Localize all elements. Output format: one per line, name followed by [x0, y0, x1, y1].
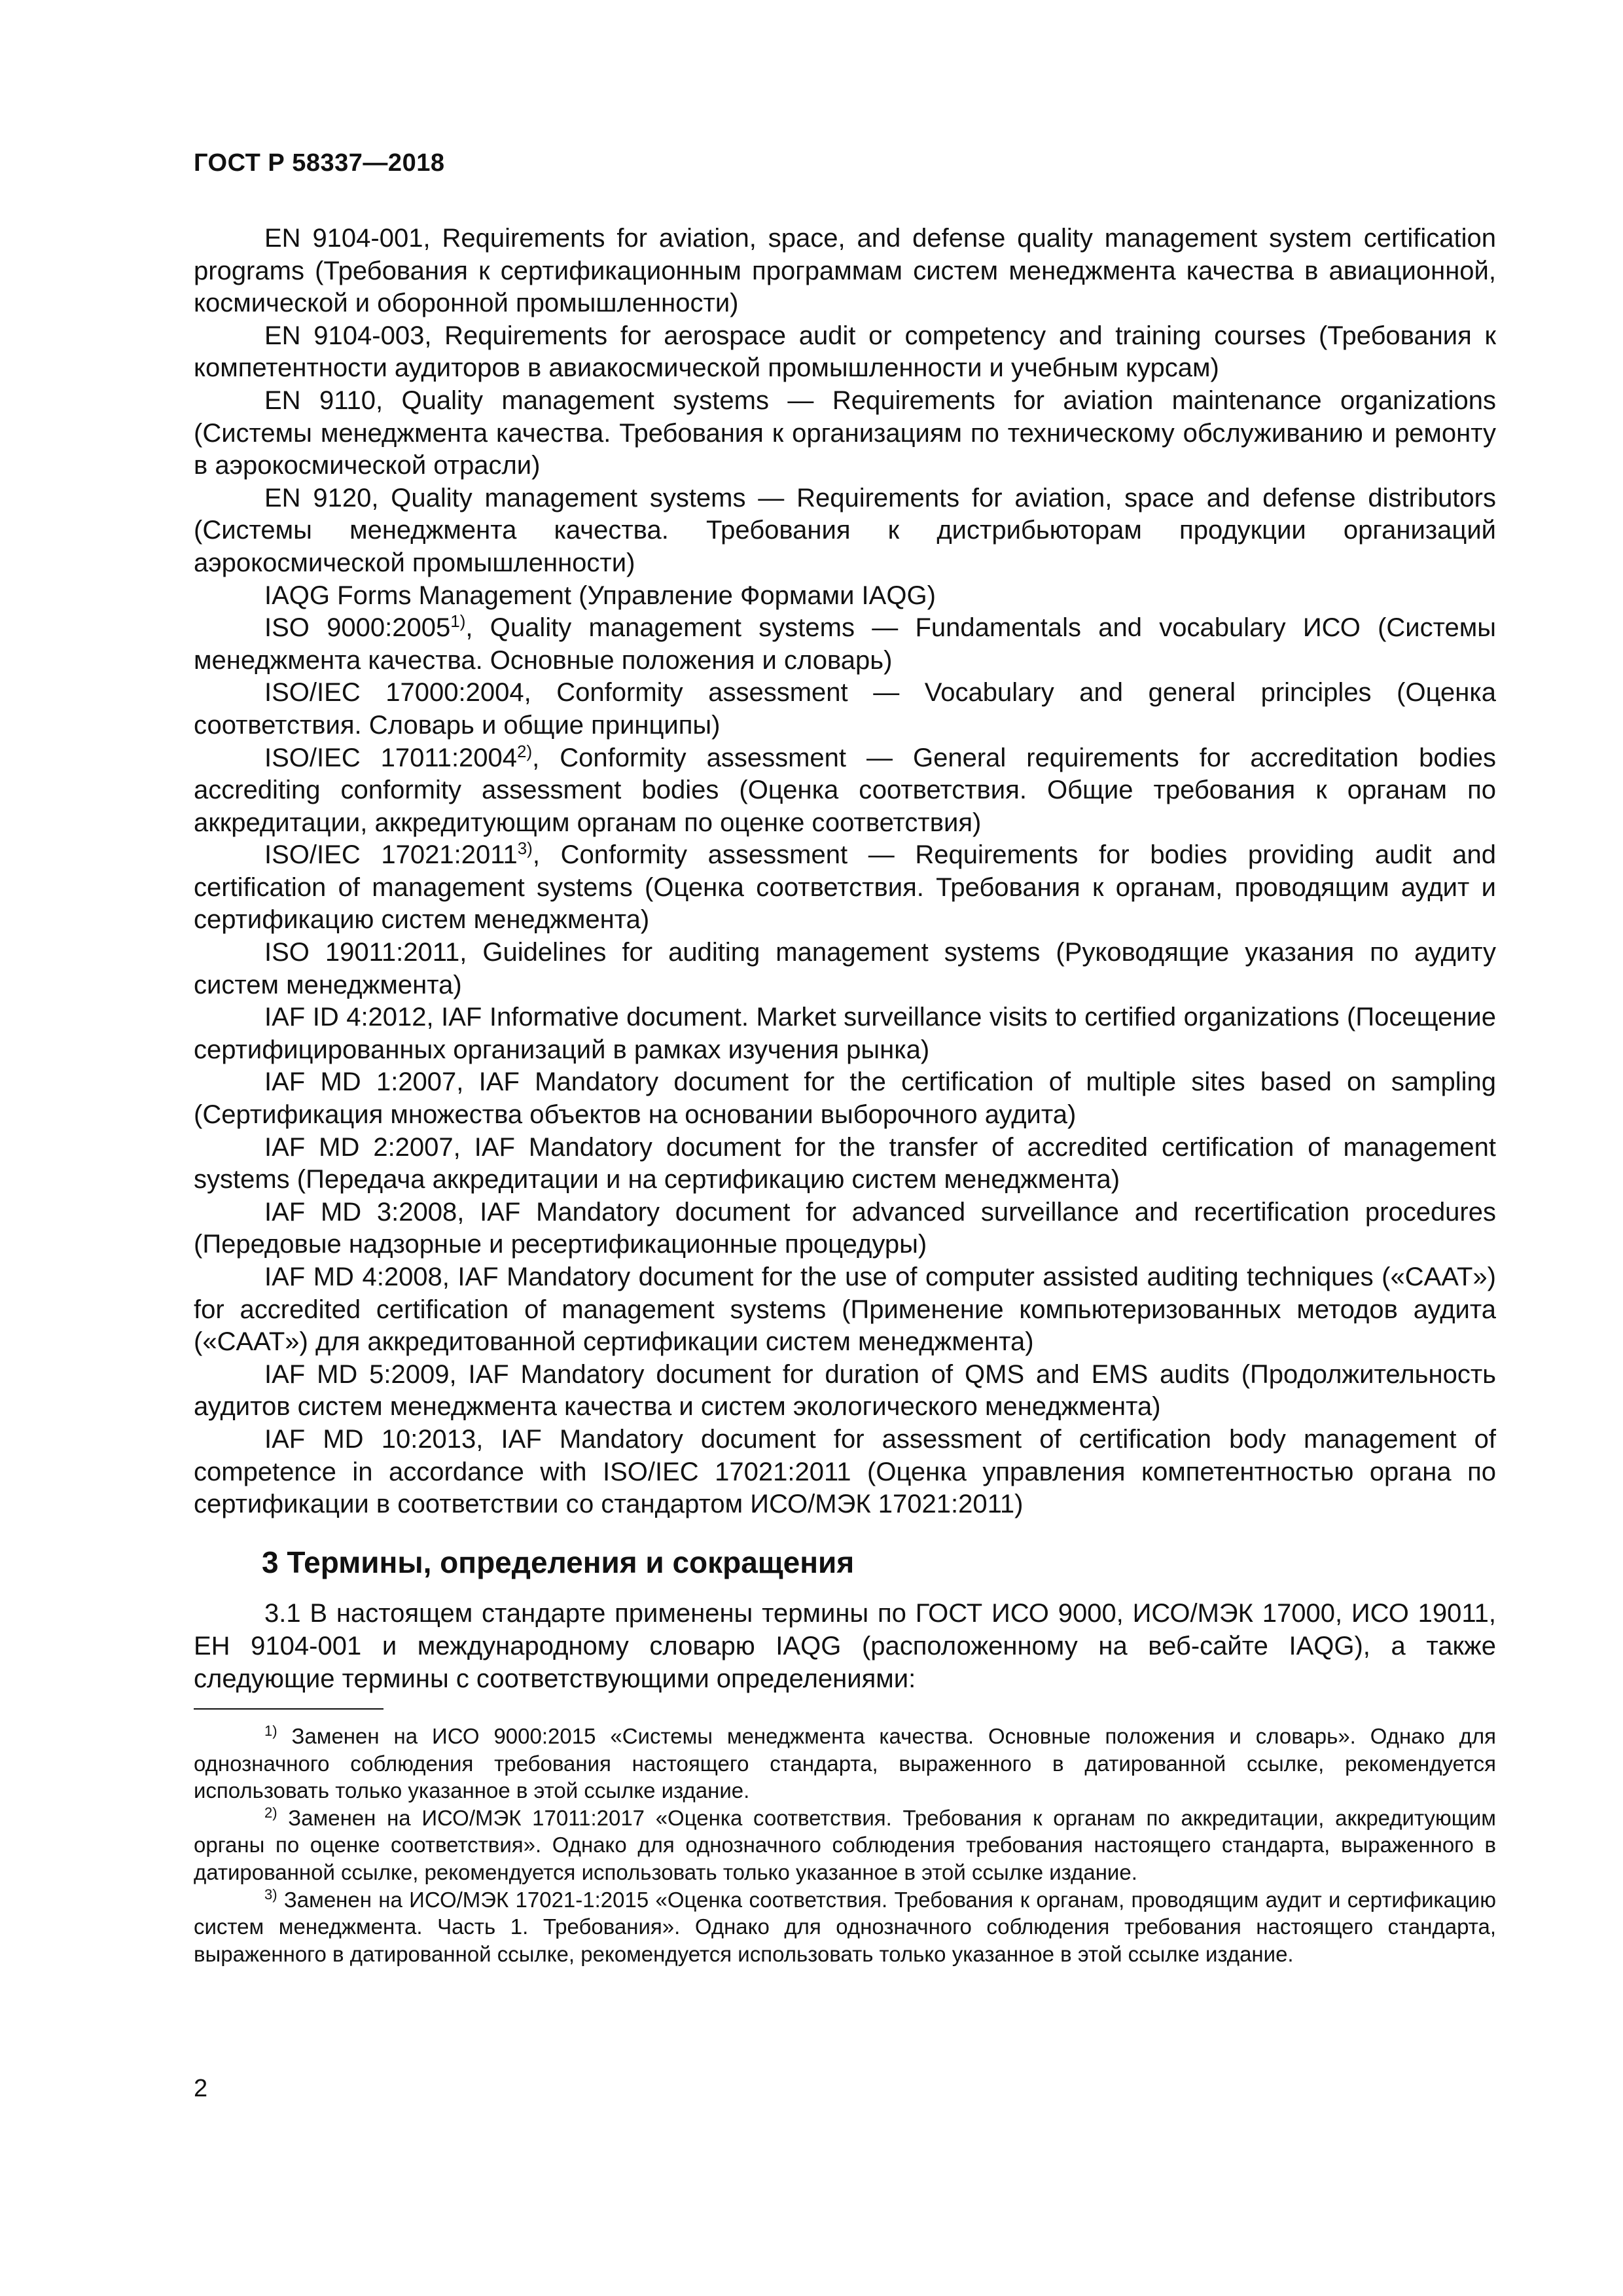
footnote-marker: 1) — [264, 1723, 277, 1739]
reference-item: IAF MD 3:2008, IAF Mandatory document for advanced surveillance and recertification procedures (Передовые надзорные и ресертификационные процедуры) — [194, 1197, 1496, 1259]
reference-item: IAF MD 5:2009, IAF Mandatory document for duration of QMS and EMS audits (Продолжительность аудитов систем менеджмента качества и систем экологического менеджмента) — [194, 1359, 1496, 1422]
footnote-marker: 2) — [264, 1804, 277, 1821]
reference-item: IAF MD 4:2008, IAF Mandatory document for the use of computer assisted auditing techniques («CAAT») for accredited certification of management systems (Применение компьютеризованных методов аудита («CAAT») для аккредитованной сертификации систем менеджмента) — [194, 1263, 1496, 1357]
reference-item: IAF MD 10:2013, IAF Mandatory document for assessment of certification body management of competence in accordance with ISO/IEC 17021:2011 (Оценка управления компетентностью органа по сертификации в соответствии со стандартом ИСО/МЭК 17021:2011) — [194, 1424, 1496, 1519]
reference-title: , Quality management systems — Fundamentals and vocabulary ИСО (Системы менеджмента качества. Основные положения и словарь) — [194, 613, 1496, 675]
footnote-text: Заменен на ИСО/МЭК 17011:2017 «Оценка соответствия. Требования к органам по аккредитации, аккредитующим органы по оценке соответствия». Однако для однозначного соблюдения требования настоящего стандарта, выраженного в датированной ссылке, рекомендуется использовать только указанное в этой ссылке издание. — [194, 1805, 1496, 1884]
reference-item: IAF MD 1:2007, IAF Mandatory document for the certification of multiple sites based on sampling (Сертификация множества объектов на основании выборочного аудита) — [194, 1067, 1496, 1130]
reference-item: ISO/IEC 17000:2004, Conformity assessment — Vocabulary and general principles (Оценка соответствия. Словарь и общие принципы) — [194, 678, 1496, 740]
footnote-text: Заменен на ИСО/МЭК 17021-1:2015 «Оценка соответствия. Требования к органам, проводящим аудит и сертификацию систем менеджмента. Часть 1. Требования». Однако для однозначного соблюдения требования настоящего стандарта, выраженного в датированной ссылке, рекомендуется использовать только указанное в этой ссылке издание. — [194, 1887, 1496, 1966]
reference-item: IAQG Forms Management (Управление Формами IAQG) — [264, 581, 936, 610]
section-heading: 3 Термины, определения и сокращения — [262, 1545, 855, 1579]
reference-item: IAF MD 2:2007, IAF Mandatory document for the transfer of accredited certification of management systems (Передача аккредитации и на сертификацию систем менеджмента) — [194, 1132, 1496, 1194]
reference-item — [194, 839, 1496, 937]
footnote-text: Заменен на ИСО 9000:2015 «Системы менеджмента качества. Основные положения и словарь». Однако для однозначного соблюдения требования настоящего стандарта, выраженного в датированной ссылке, рекомендуется использовать только указанное в этой ссылке издание. — [194, 1724, 1496, 1803]
footnote-item — [194, 1723, 1496, 1804]
section-paragraph: 3.1 В настоящем стандарте применены термины по ГОСТ ИСО 9000, ИСО/МЭК 17000, ИСО 19011, ЕН 9104-001 и международному словарю IAQG (расположенному на веб-сайте IAQG), а также следующие термины с соответствующими определениями: — [194, 1599, 1496, 1693]
reference-item: EN 9104-001, Requirements for aviation, space, and defense quality management system certification programs (Требования к сертификационным программам систем менеджмента качества в авиационной, космической и оборонной промышленности) — [194, 224, 1496, 318]
reference-item — [194, 612, 1496, 677]
footnote-item — [194, 1886, 1496, 1968]
footnote-marker: 2) — [517, 741, 533, 761]
reference-code: ISO/IEC 17011:2004 — [264, 743, 518, 772]
document-header: ГОСТ Р 58337—2018 — [194, 149, 445, 177]
footnote-marker: 3) — [264, 1886, 277, 1903]
reference-item: IAF ID 4:2012, IAF Informative document. Market surveillance visits to certified organizations (Посещение сертифицированных организаций в рамках изучения рынка) — [194, 1003, 1496, 1064]
reference-item: EN 9120, Quality management systems — Requirements for aviation, space and defense distributors (Системы менеджмента качества. Требования к дистрибьюторам продукции организаций аэрокосмической промышленности) — [194, 483, 1496, 577]
footnote-divider — [194, 1708, 383, 1710]
reference-code: ISO/IEC 17021:2011 — [264, 840, 518, 870]
reference-item: ISO 19011:2011, Guidelines for auditing management systems (Руководящие указания по аудиту систем менеджмента) — [194, 938, 1496, 999]
reference-item: EN 9110, Quality management systems — Requirements for aviation maintenance organizations (Системы менеджмента качества. Требования к организациям по техническому обслуживанию и ремонту в аэрокосмической отрасли) — [194, 386, 1496, 480]
footnotes — [194, 1723, 1496, 1967]
footnote-marker: 1) — [450, 611, 466, 632]
reference-item — [194, 742, 1496, 840]
reference-title: , Conformity assessment — General requirements for accreditation bodies accrediting conformity assessment bodies (Оценка соответствия. Общие требования к органам по аккредитации, аккредитующим органам по оценке соответствия) — [194, 743, 1497, 837]
normative-references — [194, 223, 1496, 1521]
reference-title: , Conformity assessment — Requirements for bodies providing audit and certification of management systems (Оценка соответствия. Требования к органам, проводящим аудит и сертификацию систем менеджмента) — [194, 840, 1496, 935]
footnote-marker: 3) — [517, 838, 533, 859]
page-number: 2 — [194, 2075, 208, 2102]
reference-code: ISO 9000:2005 — [264, 613, 451, 643]
footnote-item — [194, 1804, 1496, 1886]
reference-item: EN 9104-003, Requirements for aerospace audit or competency and training courses (Требования к компетентности аудиторов в авиакосмической промышленности и учебным курсам) — [194, 321, 1496, 383]
